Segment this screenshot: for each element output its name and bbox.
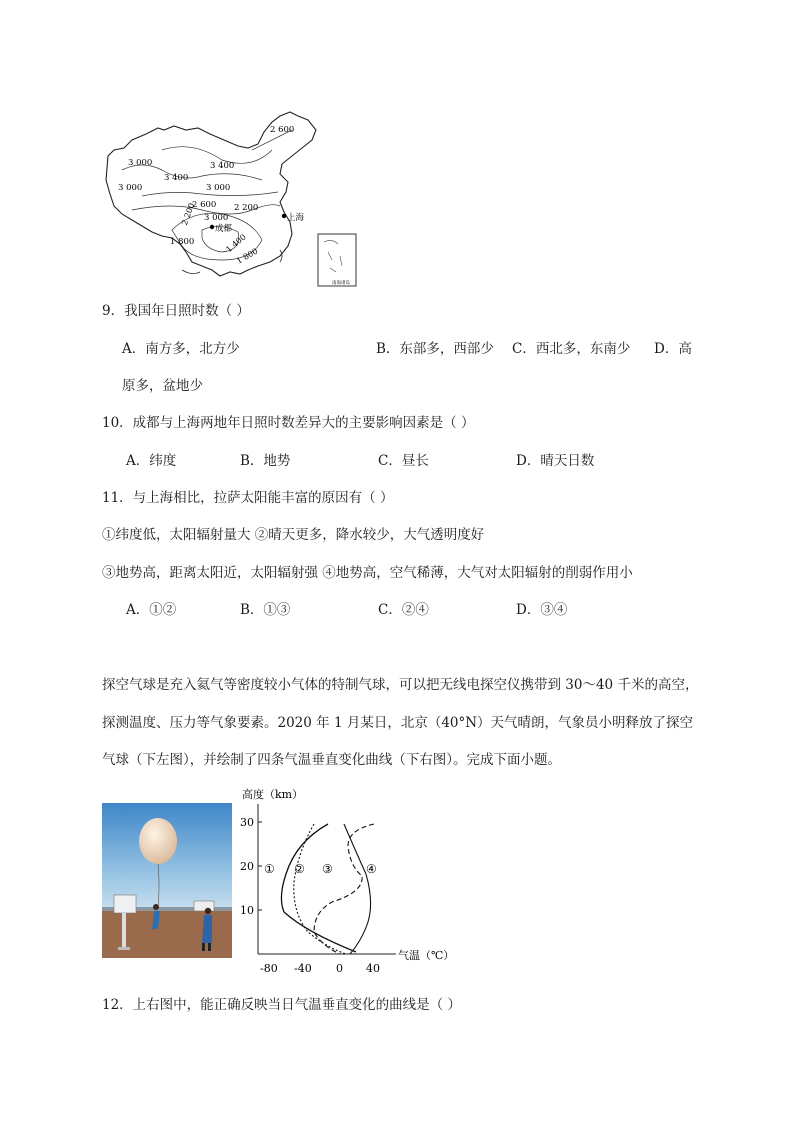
contour-label: 3 000 [118,183,143,193]
question-10-stem: 10．成都与上海两地年日照时数差异大的主要影响因素是（ ） [102,415,475,431]
contour-label: 2 600 [270,125,295,135]
x-tick-label: -40 [294,962,312,972]
q9-option-b: B．东部多，西部少 [376,341,494,357]
passage-line-1: 探空气球是充入氦气等密度较小气体的特制气球，可以把无线电探空仪携带到 30～40 千米的高空， [102,677,699,693]
y-axis-label: 高度（km） [242,788,304,801]
contour-label: 1 400 [224,232,248,255]
contour-label: 2 200 [180,201,197,227]
china-sunshine-map [102,110,358,288]
curve-label-1: ① [264,862,275,876]
q9-option-a: A．南方多，北方少 [122,341,240,357]
curve-2 [294,824,346,954]
q9-option-d-continued: 原多，盆地少 [122,378,203,394]
q11-statement-1-2: ①纬度低，太阳辐射量大 ②晴天更多，降水较少，大气透明度好 [102,527,485,543]
curve-label-4: ④ [366,862,377,876]
city-label-shanghai: 上海 [287,213,305,223]
contour-label: 2 600 [192,200,217,210]
china-outline [106,112,316,276]
contour-label: 1 800 [170,237,195,247]
contour-label: 2 200 [234,203,259,213]
contour-label: 3 000 [206,183,231,193]
q10-option-a: A．纬度 [126,453,177,469]
passage-line-2: 探测温度、压力等气象要素。2020 年 1 月某日，北京（40°N）天气晴朗，气象员小明释放了探空 [102,715,694,731]
q10-option-c: C．昼长 [378,453,429,469]
curve-1 [281,824,356,952]
q11-option-d: D．③④ [516,602,568,618]
x-tick-label: 40 [366,962,380,972]
passage-line-3: 气球（下左图），并绘制了四条气温垂直变化曲线（下右图）。完成下面小题。 [102,752,561,768]
curve-label-2: ② [294,862,305,876]
contour-label: 3 400 [164,173,189,183]
curve-3 [314,824,374,954]
curve-label-3: ③ [322,862,333,876]
q9-option-d: D．高 [654,341,692,357]
balloon [139,818,177,864]
y-tick-label: 20 [240,860,254,873]
x-tick-label: 0 [336,962,343,972]
question-11-stem: 11．与上海相比，拉萨太阳能丰富的原因有（ ） [102,490,394,506]
contour-label: 3 400 [210,161,235,171]
q11-option-b: B．①③ [240,602,291,618]
city-label-chengdu: 成都 [215,224,233,234]
q11-statement-3-4: ③地势高，距离太阳近，太阳辐射强 ④地势高，空气稀薄，大气对太阳辐射的削弱作用小 [102,565,633,581]
y-tick-label: 10 [240,904,254,917]
inset-caption: 南海诸岛 [332,281,350,286]
contour-label: 3 000 [128,158,153,168]
question-12-stem: 12．上右图中，能正确反映当日气温垂直变化的曲线是（ ） [102,997,461,1013]
contour-label: 3 000 [204,213,229,223]
shanghai-dot [282,214,286,218]
contour-label: 1 800 [235,246,260,266]
sounding-balloon-photo [102,803,232,958]
chengdu-dot [210,225,214,229]
q11-option-c: C．②④ [378,602,429,618]
q10-option-b: B．地势 [240,453,291,469]
q11-option-a: A．①② [126,602,177,618]
x-tick-label: -80 [260,962,278,972]
y-tick-label: 30 [240,816,254,829]
q10-option-d: D．晴天日数 [516,453,595,469]
question-9-stem: 9．我国年日照时数（ ） [102,303,250,319]
x-axis-label: 气温（℃） [398,949,455,962]
q9-option-c: C．西北多，东南少 [512,341,631,357]
temperature-profile-graph [236,782,466,972]
south-china-sea-inset [318,234,356,286]
